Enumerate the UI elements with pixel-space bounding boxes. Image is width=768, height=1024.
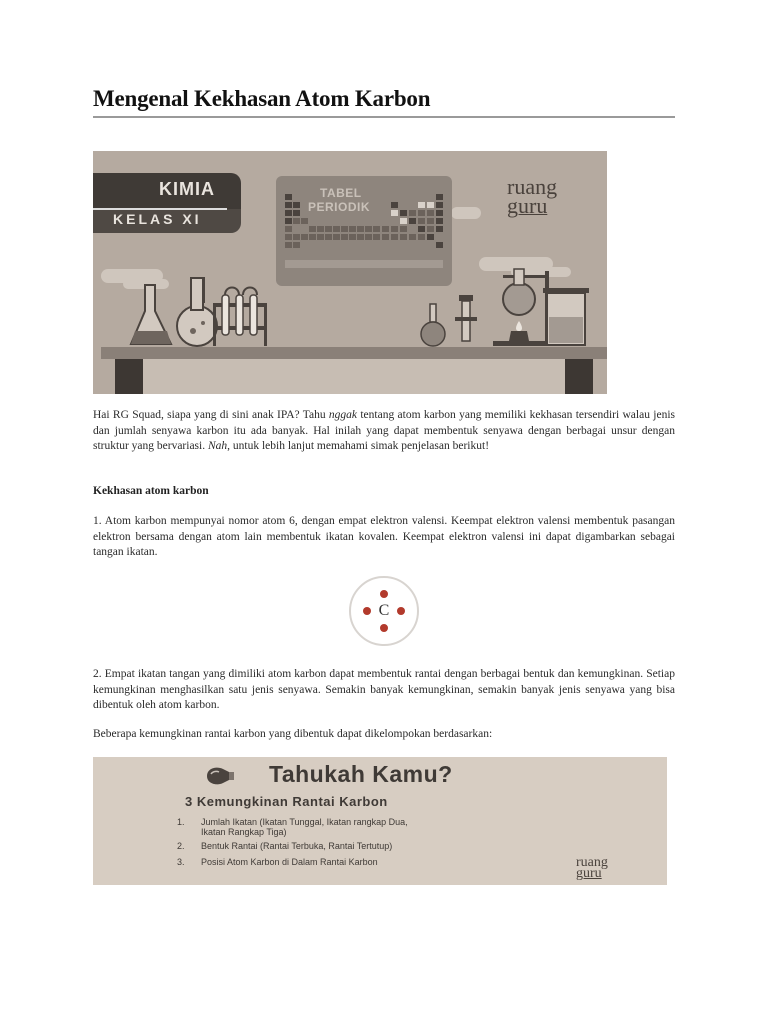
- section-heading: Kekhasan atom karbon: [93, 485, 209, 497]
- banner-subheading: 3 Kemungkinan Rantai Karbon: [185, 794, 388, 809]
- list-text: [201, 817, 581, 837]
- lightbulb-icon: [205, 764, 235, 788]
- carbon-atom-diagram: [349, 576, 419, 646]
- logo-line2: guru: [507, 193, 548, 218]
- lab-table-leg: [115, 359, 143, 394]
- intro-text: tentang atom karbon yang memiliki kekhasan tersendiri walau jenis dan jumlah senyawa karbon itu ada banyak. Hal inilah yang dapat membentuk senyawa dengan berbagai unsur dengan struktur yang bervariasi.: [93, 409, 675, 452]
- list-number: 2.: [177, 841, 185, 851]
- valence-electron-dot: [380, 624, 388, 632]
- banner-heading: Tahukah Kamu?: [269, 761, 453, 787]
- subject-label: KIMIA: [159, 179, 215, 199]
- valence-electron-dot: [380, 590, 388, 598]
- list-text-line: Jumlah Ikatan (Ikatan Tunggal, Ikatan rangkap Dua,: [201, 817, 408, 827]
- page-title: Mengenal Kekhasan Atom Karbon: [93, 86, 675, 118]
- logo-line1: ruang: [576, 855, 608, 870]
- valence-electron-dot: [397, 607, 405, 615]
- lab-table-top: [101, 347, 607, 359]
- list-number: 1.: [177, 817, 185, 827]
- board-label-line2: PERIODIK: [308, 200, 371, 214]
- atom-symbol: C: [378, 602, 390, 619]
- logo-line1: ruang: [507, 174, 558, 199]
- list-number: 3.: [177, 857, 185, 867]
- intro-text: , untuk lebih lanjut memahami simak penjelasan berikut!: [227, 440, 490, 452]
- point-2-paragraph: 2. Empat ikatan tangan yang dimiliki atom karbon dapat membentuk rantai dengan berbagai bentuk dan kemungkinan. Setiap kemungkinan menghasilkan satu jenis senyawa. Semakin banyak kemungkinan, semakin banyak jenis senyawa yang bisa dibentuk oleh atom karbon.: [93, 668, 675, 711]
- intro-italic: Nah: [207, 440, 228, 452]
- logo-line2: guru: [576, 866, 602, 881]
- list-text-line: Ikatan Rangkap Tiga): [201, 827, 287, 837]
- intro-italic: nggak: [328, 409, 358, 421]
- intro-paragraph: [93, 408, 675, 455]
- board-label-line1: TABEL: [320, 186, 362, 200]
- intro-text: Hai RG Squad, siapa yang di sini anak IPA? Tahu: [93, 409, 329, 421]
- chemistry-banner-image: [93, 151, 607, 394]
- grade-label: KELAS XI: [113, 211, 202, 227]
- ruangguru-logo: [576, 857, 608, 879]
- lab-table-leg: [565, 359, 593, 394]
- did-you-know-banner-image: [93, 757, 667, 885]
- lab-table-body: [115, 359, 593, 394]
- point-1-paragraph: 1. Atom karbon mempunyai nomor atom 6, dengan empat elektron valensi. Keempat elektron valensi membentuk pasangan elektron bersama dengan atom lain membentuk ikatan kovalen. Keempat elektron valensi ini dapat digambarkan sebagai tangan ikatan.: [93, 515, 675, 558]
- point-3-paragraph: Beberapa kemungkinan rantai karbon yang dibentuk dapat dikelompokan berdasarkan:: [93, 728, 493, 740]
- valence-electron-dot: [363, 607, 371, 615]
- list-text: Bentuk Rantai (Rantai Terbuka, Rantai Tertutup): [201, 841, 393, 851]
- list-text: Posisi Atom Karbon di Dalam Rantai Karbon: [201, 857, 378, 867]
